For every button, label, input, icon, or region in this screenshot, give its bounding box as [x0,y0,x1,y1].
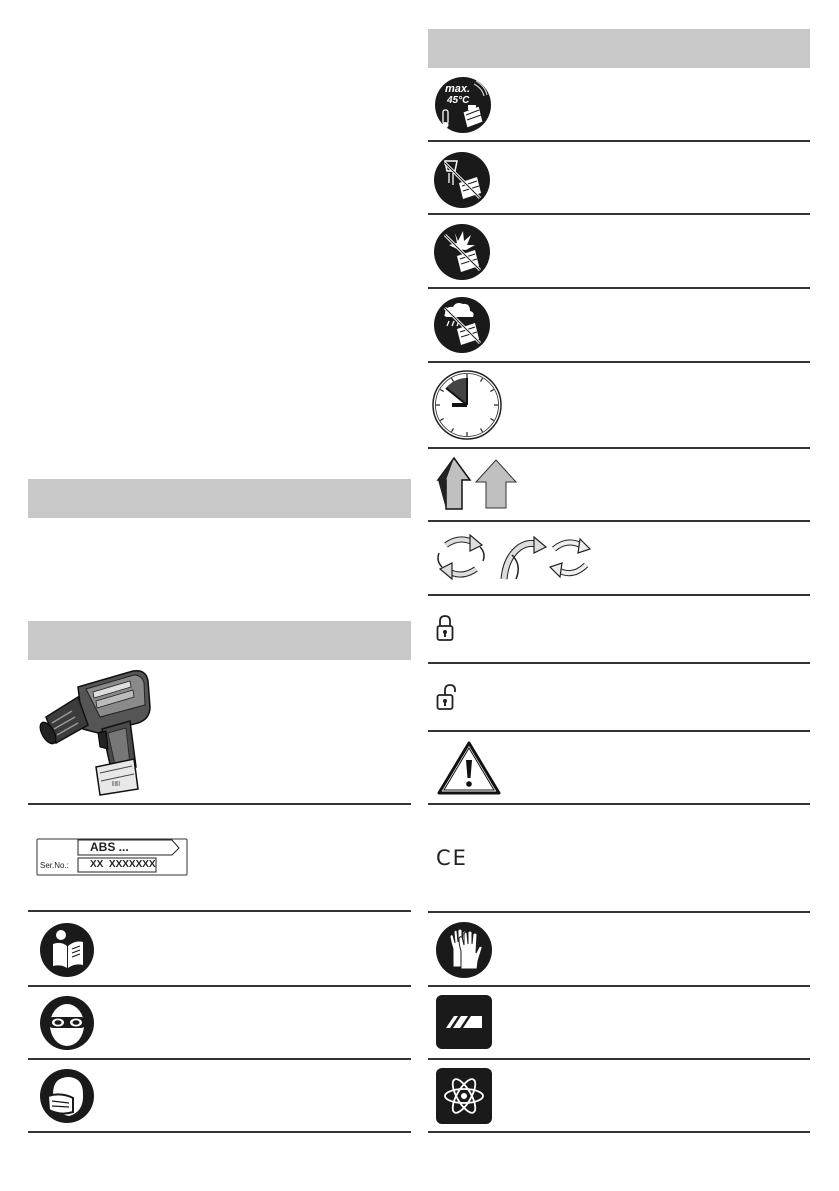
wear-dust-mask-icon [39,1068,95,1124]
right-row-divider-7 [428,594,810,596]
right-row-divider-2 [428,213,810,215]
right-row-divider-3 [428,287,810,289]
right-row-divider-14 [428,1131,810,1133]
wear-eye-protection-icon [39,995,95,1051]
right-row-divider-8 [428,662,810,664]
label-plate-product-code: ABS ... [90,840,129,854]
battery-max-temperature-icon [433,76,493,134]
right-row-divider-5 [428,447,810,449]
ce-mark-icon [436,846,472,870]
left-table-a-header [28,479,411,518]
left-table-b-header [28,621,411,660]
type-label-plate [36,836,186,878]
right-row-divider-11 [428,911,810,913]
left-row-divider-1 [28,803,411,805]
power-drill-image [38,667,154,797]
battery-no-fire-icon [433,223,491,281]
left-row-divider-2 [28,910,411,912]
up-arrows-icon [436,456,520,512]
right-row-divider-6 [428,520,810,522]
right-table-header [428,29,810,68]
read-manual-icon [39,922,95,978]
label-plate-serial-label: Ser.No.: [40,861,69,870]
right-row-divider-4 [428,361,810,363]
svg-text:||||||: |||||| [112,781,120,787]
brand-logo-icon [436,995,492,1049]
warning-triangle-icon [436,740,502,796]
left-row-divider-5 [28,1131,411,1133]
right-row-divider-10 [428,803,810,805]
clock-icon [431,369,503,441]
atom-icon [436,1068,492,1124]
right-row-divider-1 [428,140,810,142]
padlock-unlocked-icon [436,683,458,711]
right-row-divider-13 [428,1058,810,1060]
rotation-direction-icon [434,533,594,583]
temperature-icon-line2: 45°C [447,95,470,106]
left-row-divider-4 [28,1058,411,1060]
label-plate-serial-value: XX XXXXXXX [90,859,156,870]
left-row-divider-3 [28,985,411,987]
ce-mark-text: CE [436,846,468,870]
padlock-locked-icon [436,614,454,642]
temperature-icon-line1: max. [445,83,471,95]
battery-no-water-icon [433,151,491,209]
battery-no-rain-icon [433,296,491,354]
right-row-divider-12 [428,985,810,987]
right-row-divider-9 [428,730,810,732]
wear-gloves-icon [435,921,493,979]
